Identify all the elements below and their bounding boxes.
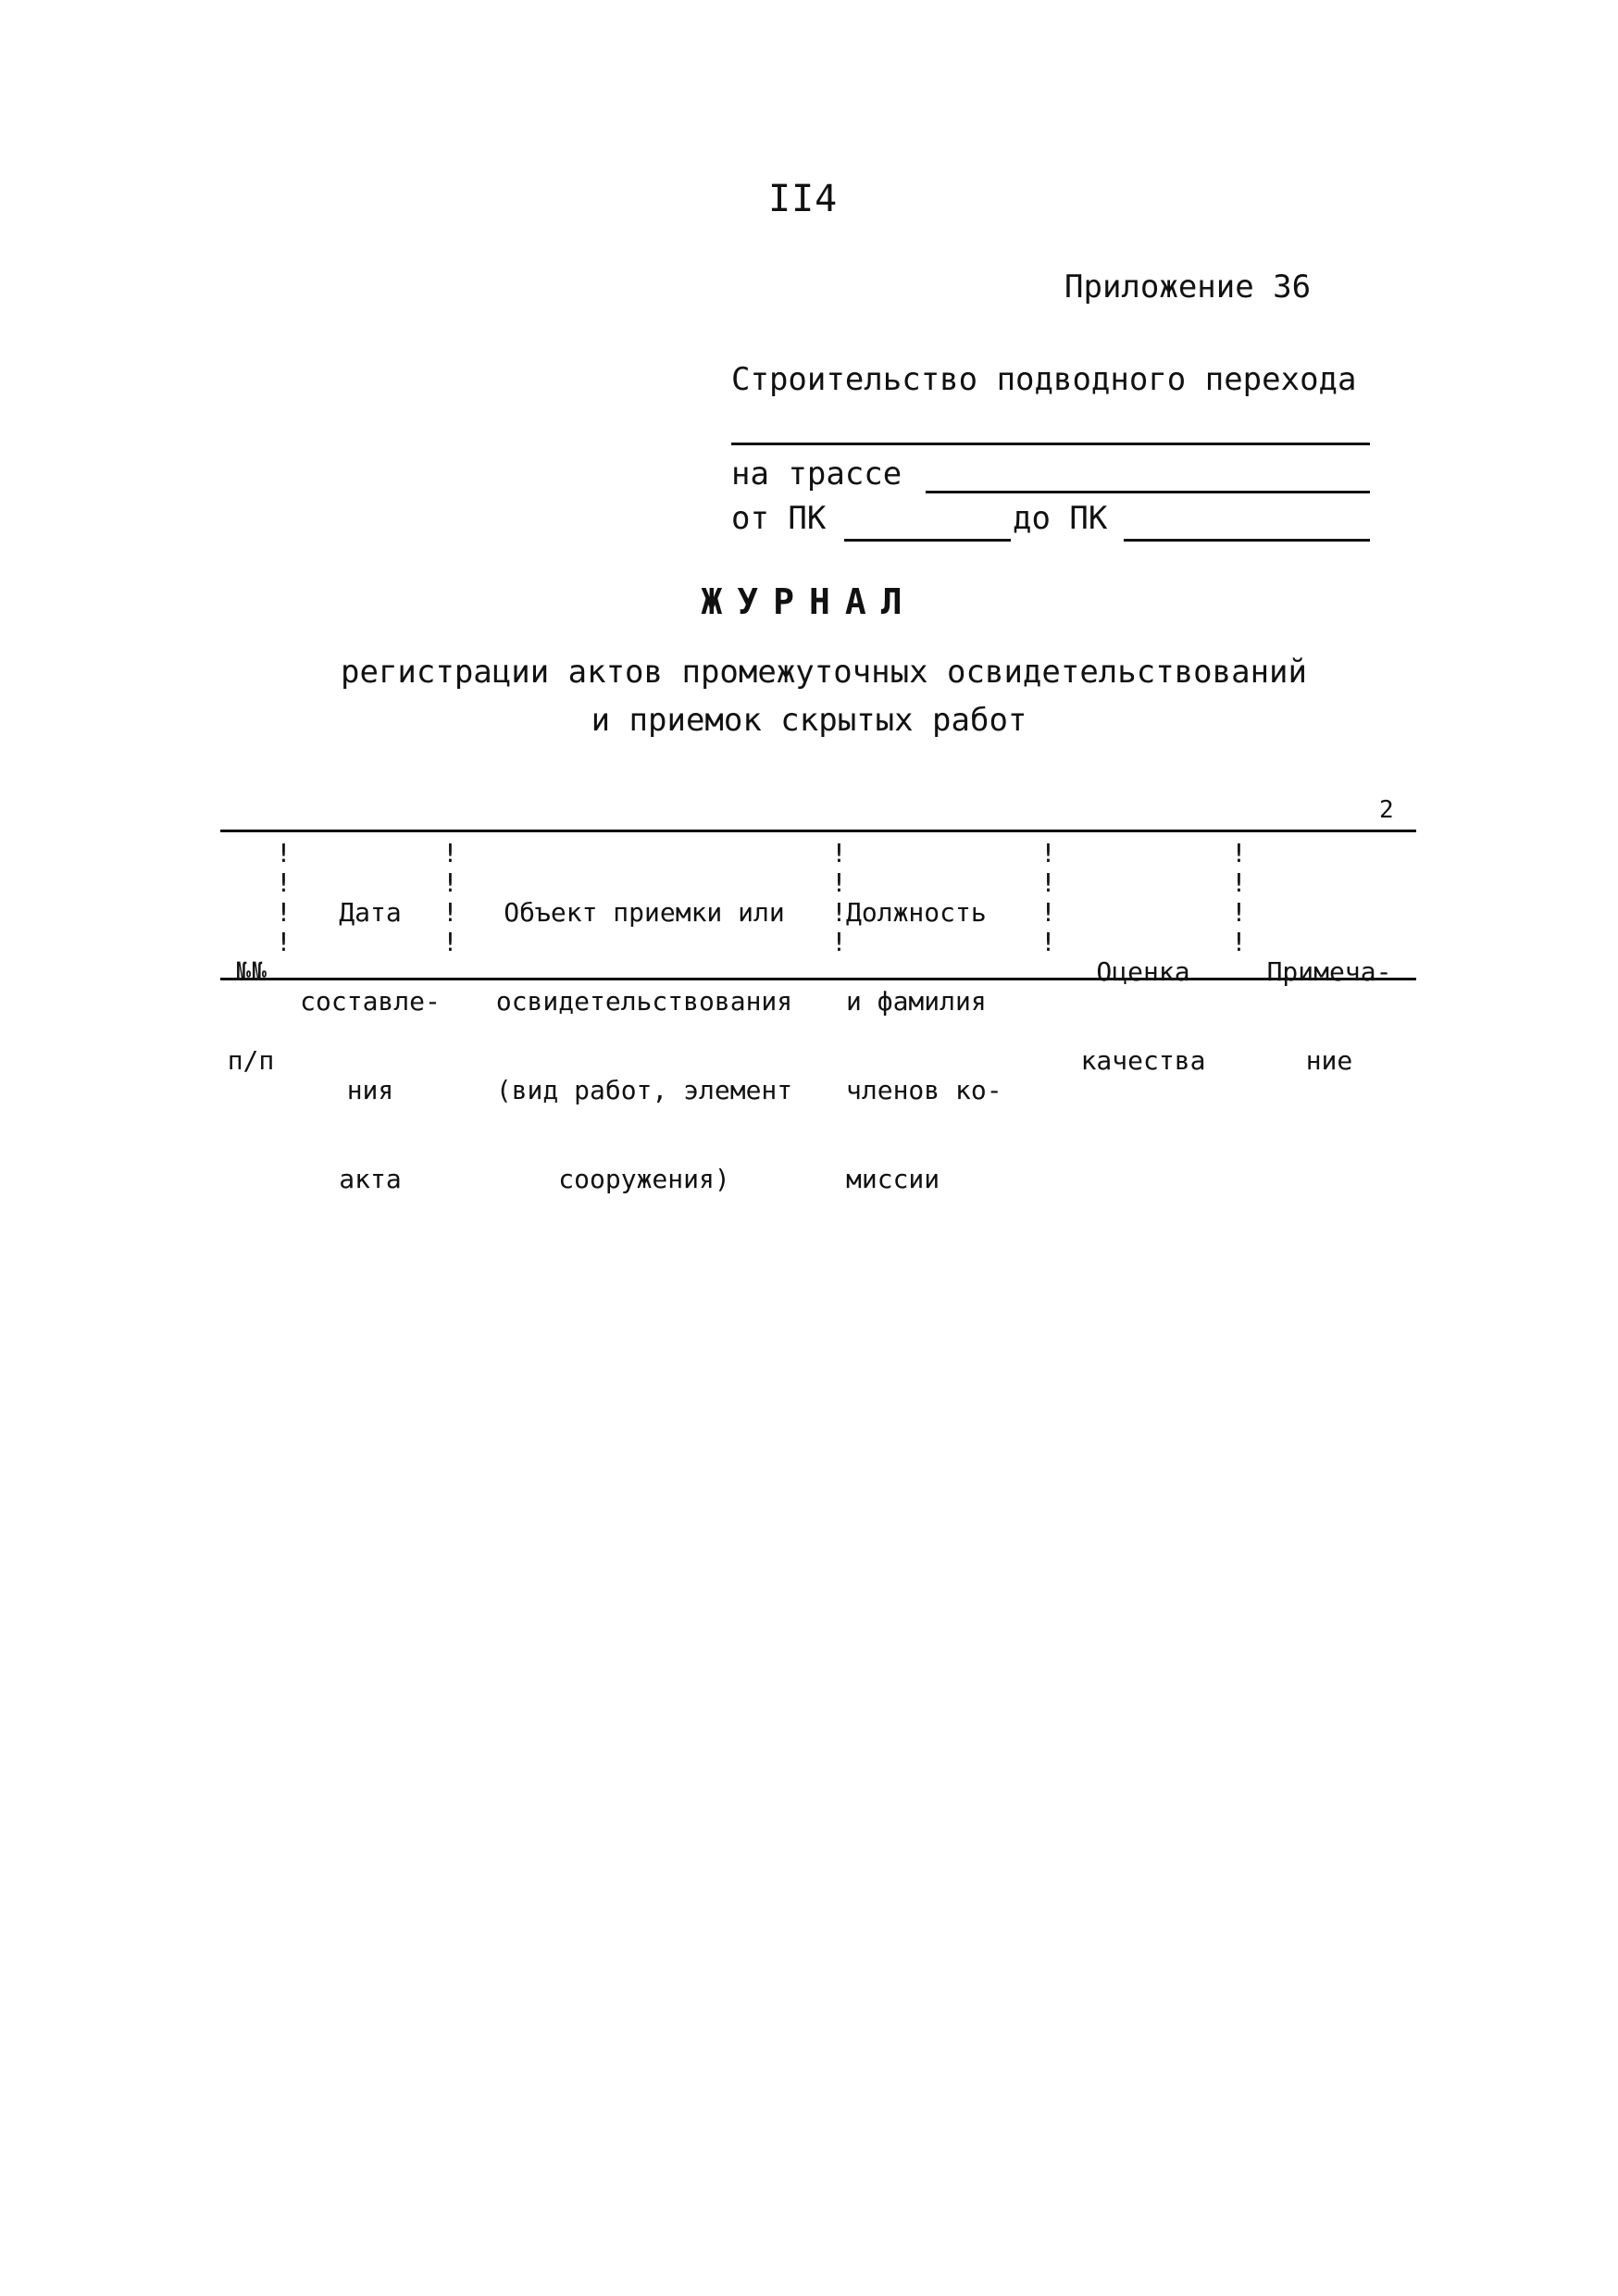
route-blank-line [926,491,1370,493]
column-separator: ! ! ! ! [831,838,847,957]
journal-title: ЖУРНАЛ [701,581,917,622]
col-notes-header: Примеча- ние [1266,956,1392,1076]
to-pk-blank-line [1124,539,1370,542]
col-quality-header: Оценка качества [1080,956,1206,1076]
from-pk-blank-line [844,539,1011,542]
col-commission-header: Должность и фамилия членов ко- миссии [846,897,1002,1194]
corner-mark: 2 [1379,796,1394,824]
project-title: Строительство подводного перехода [731,361,1357,398]
journal-subtitle-line1: регистрации актов промежуточных освидетельствований [341,654,1307,691]
from-pk-label: от ПК [731,500,827,537]
col-date-header: Дата составле- ния акта [300,897,441,1194]
column-separator: ! ! ! ! [1231,838,1247,957]
to-pk-label: до ПК [1013,500,1108,537]
project-blank-line [731,443,1370,445]
table-top-rule [220,830,1416,832]
col-object-header: Объект приемки или освидетельствования (вид работ, элемент сооружения) [495,897,793,1194]
route-label: на трассе [731,455,902,493]
appendix-label: Приложение 36 [1064,268,1312,306]
column-separator: ! ! ! ! [442,838,458,957]
page-number: II4 [768,178,839,220]
col-number-header: №№ п/п [227,956,275,1076]
journal-table-header [220,830,1416,1194]
column-separator: ! ! ! ! [1040,838,1056,957]
journal-subtitle-line2: и приемок скрытых работ [591,702,1027,739]
table-bottom-rule [220,978,1416,980]
column-separator: ! ! ! ! [276,838,292,957]
